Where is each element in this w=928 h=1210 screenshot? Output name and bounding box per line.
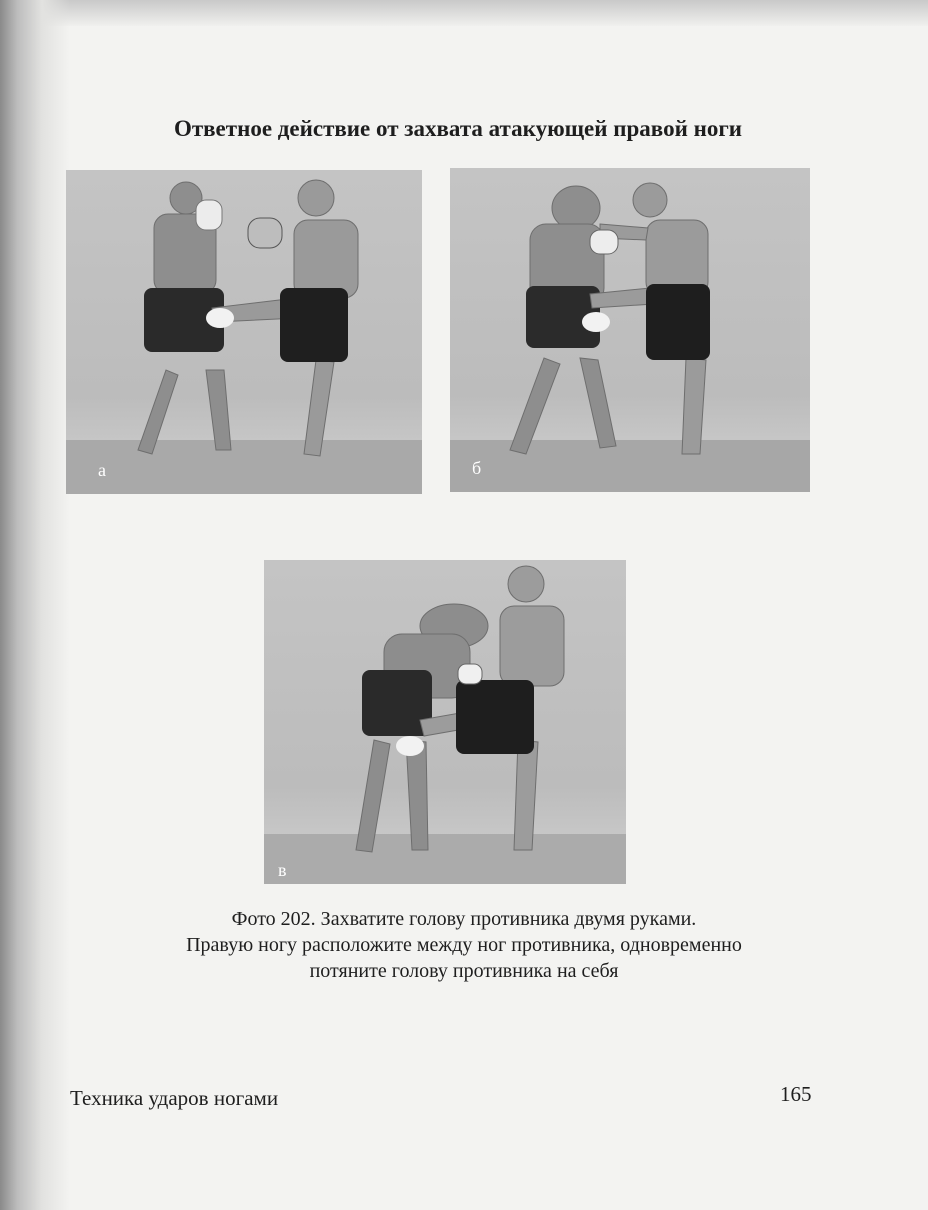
running-footer-section: Техника ударов ногами [70, 1086, 279, 1110]
photo-b-label: б [472, 458, 482, 478]
photo-v-label: в [278, 860, 287, 880]
caption-line-3: потяните голову противника на себя [309, 960, 619, 982]
caption-line-1: Фото 202. Захватите голову противника двумя руками. [231, 908, 697, 930]
book-spine-shadow [0, 0, 70, 1210]
page-heading: Ответное действие от захвата атакующей правой ноги [173, 116, 743, 141]
scan-edge-shadow [0, 0, 928, 26]
photo-a-label: а [98, 460, 106, 480]
photo-b-image [450, 168, 810, 492]
photo-v-image [264, 560, 626, 884]
photo-a-image [66, 170, 422, 494]
photo-a [66, 170, 422, 494]
photo-caption [0, 906, 928, 984]
photo-v [264, 560, 626, 884]
page-number: 165 [780, 1082, 812, 1106]
photo-b [450, 168, 810, 492]
caption-line-2: Правую ногу расположите между ног противника, одновременно [186, 934, 742, 956]
